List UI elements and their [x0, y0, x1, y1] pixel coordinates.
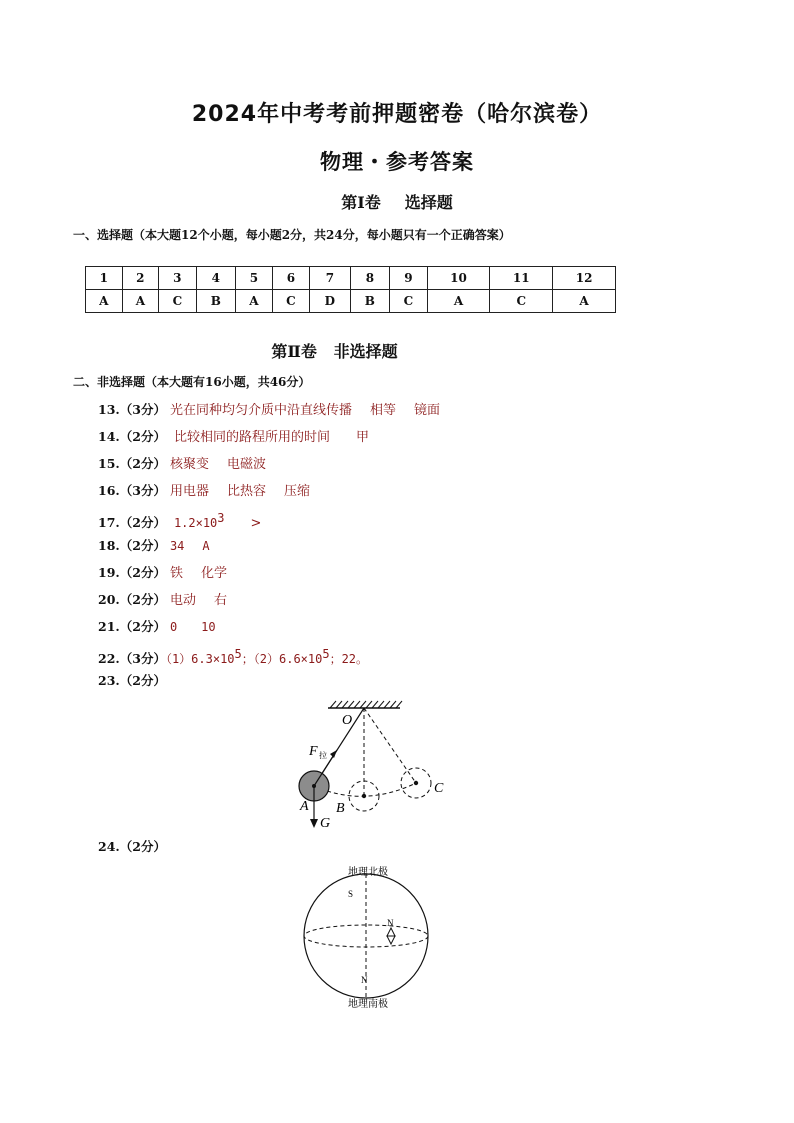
question-number: 14.（2分）	[98, 429, 166, 444]
question-number-cell: 8	[350, 267, 390, 290]
question-number-cell: 10	[427, 267, 490, 290]
ball-c-center	[414, 781, 418, 785]
section-1-label: 第Ⅰ卷	[341, 193, 381, 212]
question-23	[98, 673, 166, 689]
answer-cell: C	[490, 290, 553, 313]
label-o: O	[342, 713, 353, 728]
answer-cell: C	[390, 290, 427, 313]
question-number-cell: 11	[490, 267, 553, 290]
section-2-label: 第Ⅱ卷	[271, 342, 317, 361]
answer-cell: A	[427, 290, 490, 313]
pendulum-diagram	[292, 698, 452, 833]
pendulum-string-c	[364, 708, 416, 783]
question-14	[98, 429, 369, 446]
geographic-north-label: 地理北极	[348, 867, 388, 878]
question-13	[98, 402, 440, 419]
page-title: 2024年中考考前押题密卷（哈尔滨卷）	[191, 102, 603, 127]
answer-text: （1）6.3×10	[165, 652, 235, 667]
section-1-heading	[0, 190, 794, 213]
label-g: G	[320, 816, 331, 831]
question-number: 20.（2分）	[98, 592, 166, 607]
answer-text: 化学	[200, 566, 227, 581]
answer-cell: B	[350, 290, 390, 313]
answer-cell: A	[553, 290, 616, 313]
question-number: 23.（2分）	[98, 673, 166, 688]
question-number: 15.（2分）	[98, 456, 166, 471]
answer-text: 34	[169, 539, 185, 553]
section-1-name: 选择题	[404, 193, 453, 212]
question-number: 22.（3分）	[98, 651, 166, 667]
label-f-subscript: 拉	[319, 751, 327, 760]
question-number-cell: 7	[310, 267, 350, 290]
label-b: B	[336, 801, 345, 816]
label-c: C	[434, 781, 444, 796]
answer-cell: B	[196, 290, 236, 313]
globe-svg	[298, 862, 438, 1012]
answer-text: 比热容	[226, 484, 266, 499]
question-19	[98, 565, 227, 582]
answer-text: 铁	[169, 566, 183, 581]
answer-cell: C	[159, 290, 196, 313]
ball-b-center	[362, 794, 366, 798]
answer-exponent: 3	[217, 511, 225, 525]
equator	[304, 925, 428, 947]
answer-cell: A	[236, 290, 273, 313]
ceiling-hatching	[330, 701, 402, 708]
question-number: 19.（2分）	[98, 565, 166, 580]
question-number-cell: 9	[390, 267, 427, 290]
question-number-cell: 5	[236, 267, 273, 290]
label-f: F	[309, 744, 318, 759]
answer-text: A	[202, 539, 210, 553]
magnetic-n-label: N	[361, 975, 368, 985]
answer-cell: A	[86, 290, 123, 313]
tension-arrowhead	[330, 750, 337, 758]
question-number-cell: 6	[272, 267, 309, 290]
answer-text: 光在同种均匀介质中沿直线传播	[169, 403, 352, 418]
question-24	[98, 839, 166, 855]
answer-text: 1.2×10	[173, 516, 218, 531]
question-number-cell: 12	[553, 267, 616, 290]
question-number-cell: 2	[122, 267, 159, 290]
answer-cell: C	[272, 290, 309, 313]
answer-text: >	[250, 516, 262, 532]
question-number: 21.（2分）	[98, 619, 166, 634]
needle-n-label: N	[387, 918, 394, 928]
answer-text: 0	[169, 620, 178, 634]
label-a: A	[300, 799, 309, 814]
question-16	[98, 483, 310, 500]
compass-needle-south	[387, 936, 395, 944]
answer-text: 核聚变	[169, 457, 209, 472]
answer-text: ；（2）6.6×10	[241, 652, 323, 667]
answer-exponent: 5	[322, 647, 330, 661]
magnetic-s-label: S	[348, 889, 354, 899]
answer-exponent: 5	[234, 647, 242, 661]
question-number-cell: 3	[159, 267, 196, 290]
globe-diagram	[298, 862, 438, 1012]
answer-text: 电动	[169, 593, 196, 608]
section-2-name: 非选择题	[333, 342, 398, 361]
question-number: 17.（2分）	[98, 515, 166, 531]
question-number: 13.（3分）	[98, 402, 166, 417]
page-subtitle: 物理・参考答案	[320, 150, 474, 174]
answer-text: 电磁波	[226, 457, 266, 472]
answer-text: 10	[201, 620, 216, 634]
question-number-cell: 4	[196, 267, 236, 290]
question-21	[98, 619, 216, 635]
answer-table-answers-row	[86, 290, 616, 313]
answer-text: 甲	[355, 430, 369, 445]
question-15	[98, 456, 266, 473]
gravity-arrowhead	[310, 819, 318, 828]
section-2-heading	[0, 339, 669, 362]
geographic-south-label: 地理南极	[348, 999, 388, 1010]
question-20	[98, 592, 227, 609]
question-22	[98, 646, 368, 667]
question-number: 16.（3分）	[98, 483, 166, 498]
answer-text: 用电器	[169, 484, 209, 499]
answer-text: 镜面	[413, 403, 440, 418]
answer-text: 相等	[369, 403, 396, 418]
answer-cell: A	[122, 290, 159, 313]
answer-text: 压缩	[283, 484, 310, 499]
answer-text: 比较相同的路程所用的时间	[173, 430, 330, 445]
answer-table-numbers-row	[86, 267, 616, 290]
part-1-header: 一、选择题（本大题12个小题，每小题2分，共24分，每小题只有一个正确答案）	[73, 228, 511, 242]
answer-text: 右	[213, 593, 227, 608]
question-number: 18.（2分）	[98, 538, 166, 553]
question-17	[98, 510, 261, 532]
part-2-header: 二、非选择题（本大题有16小题，共46分）	[73, 375, 311, 389]
compass-needle-north	[387, 928, 395, 936]
answer-text: ；22。	[329, 652, 369, 667]
pendulum-svg	[292, 698, 452, 833]
question-18	[98, 538, 210, 554]
answer-cell: D	[310, 290, 350, 313]
answer-table	[85, 266, 616, 313]
question-number-cell: 1	[86, 267, 123, 290]
question-number: 24.（2分）	[98, 839, 166, 854]
